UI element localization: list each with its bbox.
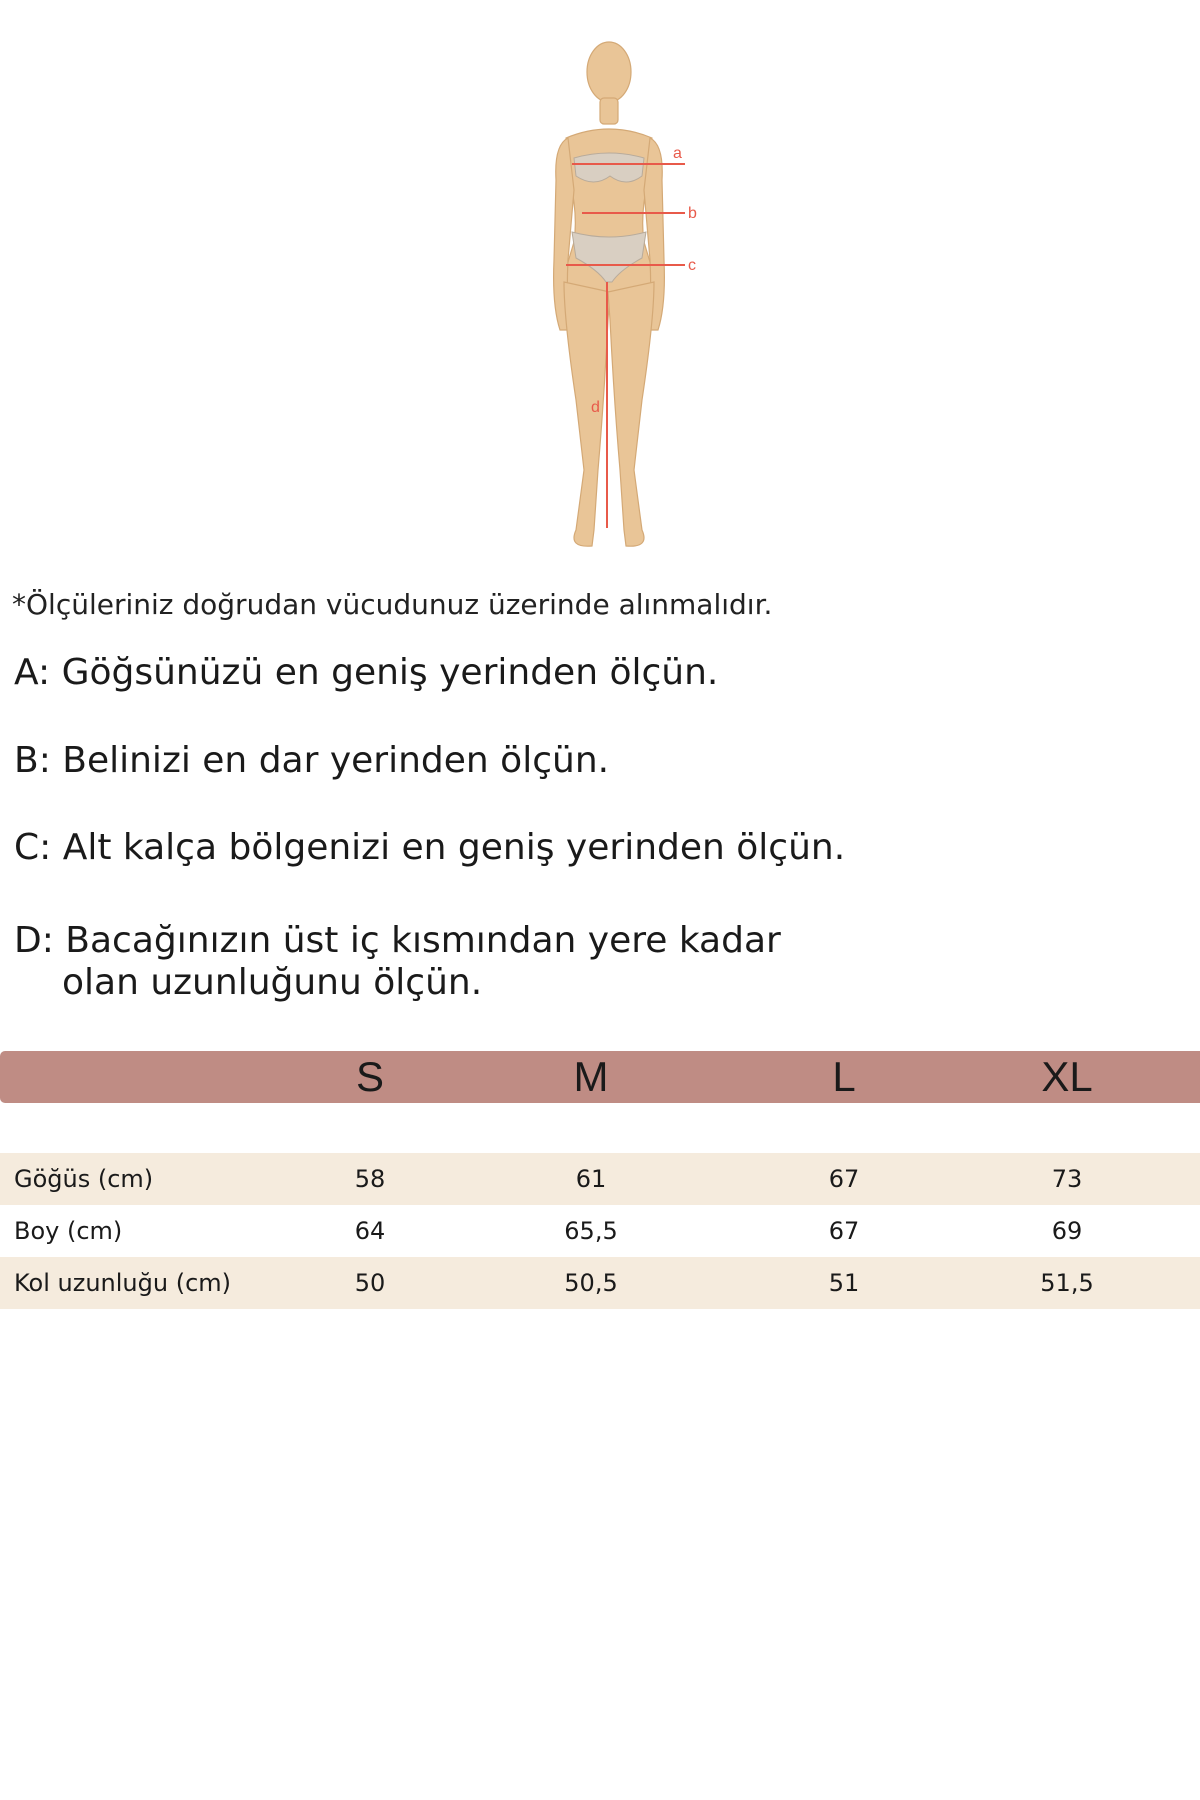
table-cell: 73 [1051,1165,1083,1193]
table-cell: 64 [354,1217,386,1245]
body-measurement-figure [480,20,780,565]
row-label: Kol uzunluğu (cm) [14,1269,232,1297]
size-header-s: S [355,1053,385,1100]
instruction-b: B: Belinizi en dar yerinden ölçün. [14,740,610,781]
table-row-boy [0,1205,1200,1257]
size-header-xl: XL [1041,1053,1093,1100]
table-row-gogus [0,1153,1200,1205]
table-cell: 50,5 [564,1269,618,1297]
table-cell: 58 [354,1165,386,1193]
size-header-l: L [832,1053,856,1100]
mannequin [554,42,665,546]
instruction-d-line1: D: Bacağınızın üst iç kısmından yere kadar [14,920,781,961]
instruction-c: C: Alt kalça bölgenizi en geniş yerinden ölçün. [14,827,846,868]
table-cell: 50 [354,1269,386,1297]
measurement-note: *Ölçüleriniz doğrudan vücudunuz üzerinde alınmalıdır. [12,588,773,621]
instruction-a: A: Göğsünüzü en geniş yerinden ölçün. [14,652,719,693]
row-label: Boy (cm) [14,1217,123,1245]
table-cell: 65,5 [564,1217,618,1245]
size-header-row [0,1051,1200,1103]
table-cell: 51,5 [1040,1269,1094,1297]
marker-a: a [673,145,682,162]
instruction-d-line2: olan uzunluğunu ölçün. [62,962,483,1003]
table-cell: 69 [1051,1217,1083,1245]
table-cell: 67 [828,1165,860,1193]
instruction-d [14,920,781,1004]
table-cell: 51 [828,1269,860,1297]
marker-d: d [591,399,600,416]
table-cell: 67 [828,1217,860,1245]
table-cell: 61 [575,1165,607,1193]
table-row-kol-uzunlugu [0,1257,1200,1309]
marker-b: b [688,205,697,222]
marker-c: c [688,257,696,274]
size-header-m: M [573,1053,609,1100]
row-label: Göğüs (cm) [14,1165,154,1193]
